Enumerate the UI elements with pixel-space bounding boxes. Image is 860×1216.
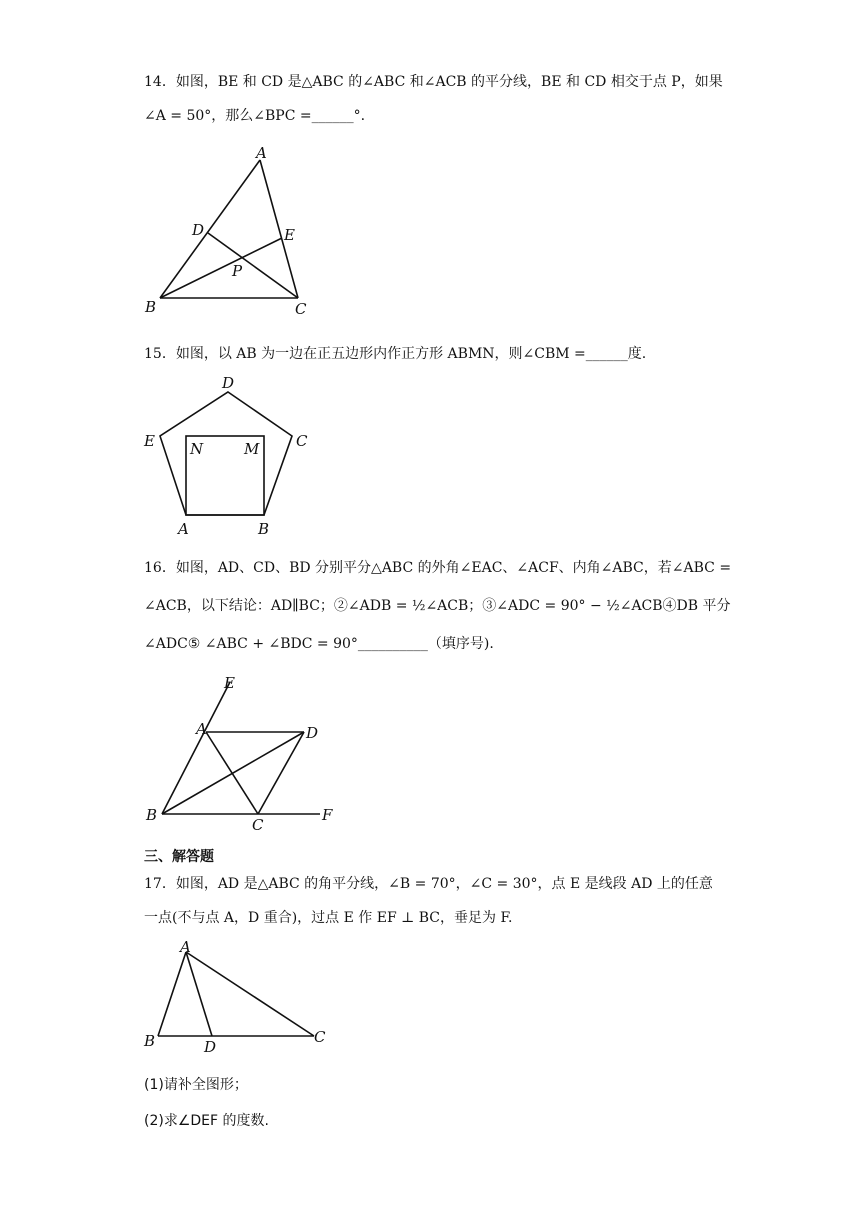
q16-text-line3: ∠ADC⑤ ∠ABC + ∠BDC = 90°__________（填序号). — [144, 636, 494, 652]
q14-label-c: C — [295, 300, 307, 318]
q16-segment-cd — [258, 732, 304, 814]
q16-text-line1: 16．如图，AD、CD、BD 分别平分△ABC 的外角∠EAC、∠ACF、内角∠ABC，若∠ABC = — [144, 560, 732, 576]
q15-label-d: D — [222, 374, 235, 392]
q17-triangle-figure — [140, 936, 340, 1061]
section-heading: 三、解答题 — [144, 849, 214, 865]
q17-segment-ad — [186, 952, 212, 1036]
q14-label-p: P — [232, 262, 243, 280]
q15-label-n: N — [190, 440, 204, 458]
q17-label-d: D — [204, 1038, 217, 1056]
q15-text-line1: 15．如图，以 AB 为一边在正五边形内作正方形 ABMN，则∠CBM =______度. — [144, 346, 647, 362]
q16-label-d: D — [306, 724, 319, 742]
q17-part2: (2)求∠DEF 的度数. — [144, 1113, 269, 1129]
q17-text-line2: 一点(不与点 A，D 重合)，过点 E 作 EF ⊥ BC，垂足为 F. — [144, 910, 513, 926]
q14-text-line2: ∠A = 50°，那么∠BPC =______°. — [144, 108, 366, 124]
q16-label-b: B — [146, 806, 158, 824]
q14-segment-be — [160, 238, 282, 298]
q14-label-d: D — [192, 221, 205, 239]
q17-label-c: C — [314, 1028, 326, 1046]
q14-triangle-figure — [140, 140, 320, 320]
q16-label-c: C — [252, 816, 264, 834]
q16-label-f: F — [322, 806, 333, 824]
q17-label-b: B — [144, 1032, 156, 1050]
q14-label-b: B — [145, 298, 157, 316]
q14-text-line1: 14．如图，BE 和 CD 是△ABC 的∠ABC 和∠ACB 的平分线，BE 和 CD 相交于点 P，如果 — [144, 74, 723, 90]
q15-label-m: M — [244, 440, 260, 458]
q15-label-c: C — [296, 432, 308, 450]
q17-side-ac — [186, 952, 314, 1036]
q14-label-a: A — [256, 144, 267, 162]
q15-pentagon-figure — [140, 370, 320, 540]
q15-label-e: E — [144, 432, 155, 450]
q14-side-ab — [160, 160, 260, 298]
q17-part1: (1)请补全图形； — [144, 1077, 248, 1093]
q15-label-b: B — [258, 520, 270, 538]
q15-pentagon — [160, 392, 292, 515]
q16-figure — [140, 668, 350, 838]
q16-label-e: E — [224, 674, 235, 692]
q16-text-line2: ∠ACB，以下结论：AD∥BC；②∠ADB = ½∠ACB；③∠ADC = 90° − ½∠ACB④DB 平分 — [144, 598, 731, 614]
q14-label-e: E — [284, 226, 295, 244]
q16-label-a: A — [196, 720, 207, 738]
q17-side-ab — [158, 952, 186, 1036]
q15-label-a: A — [178, 520, 189, 538]
q17-label-a: A — [180, 938, 191, 956]
q17-text-line1: 17．如图，AD 是△ABC 的角平分线，∠B = 70°，∠C = 30°，点 E 是线段 AD 上的任意 — [144, 876, 713, 892]
